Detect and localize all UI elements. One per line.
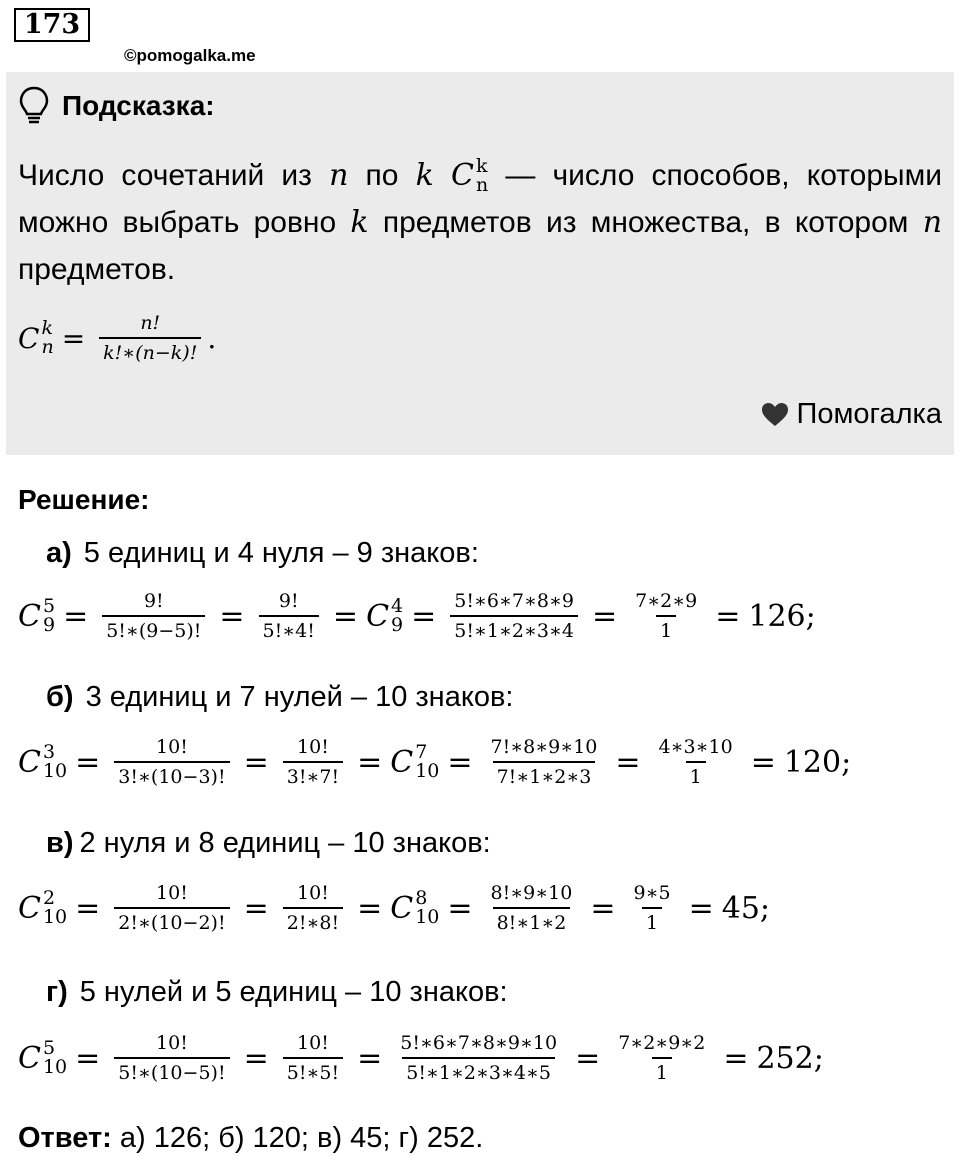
hint-title	[18, 86, 215, 126]
lightbulb-icon	[18, 86, 50, 126]
case-v-label: в) 2 нуля и 8 единиц – 10 знаков:	[46, 827, 491, 859]
case-a-equation: C 5 9 = $\frac{9!}{5!∗(9-5)!}$ = $\frac{9!}{5!∗4!}$ = C 4 9 = $\frac{5!∗6∗7∗8∗9}{5!∗1∗2∗3∗4}$ = $\frac{7∗2∗9}{1}$ = 126;	[18, 590, 816, 642]
hint-formula: C k n = $\frac{n!}{k!∗(n-k)!}$ .	[18, 312, 217, 364]
problem-number: 173	[14, 8, 90, 42]
case-a-label: а) 5 единиц и 4 нуля – 9 знаков:	[46, 537, 479, 569]
copyright: ©pomogalka.me	[124, 46, 256, 65]
hint-text: Число сочетаний из n по k C k n — число способов, которыми можно выбрать ровно k предметов из множества, в котором n предметов.	[18, 152, 942, 293]
heart-icon	[761, 402, 789, 428]
hint-box	[6, 72, 954, 455]
case-g-label: г) 5 нулей и 5 единиц – 10 знаков:	[46, 976, 508, 1008]
combination-symbol: C k n	[450, 154, 489, 196]
case-b-equation: C 3 10 = $\frac{10!}{3!∗(10-3)!}$ = $\frac{10!}{3!∗7!}$ = C 7 10 = $\frac{7!∗8∗9∗10}{7!∗1∗2∗3}$ = $\frac{4∗3∗10}{1}$ = 120;	[18, 736, 852, 788]
brand-text: Помогалка	[796, 398, 942, 430]
case-g-equation: C 5 10 = $\frac{10!}{5!∗(10-5)!}$ = $\frac{10!}{5!∗5!}$ = $\frac{5!∗6∗7∗8∗9∗10}{5!∗1∗2∗3∗4∗5}$ = $\frac{7∗2∗9∗2}{1}$ = 252;	[18, 1032, 824, 1084]
answer: Ответ: а) 126; б) 120; в) 45; г) 252.	[18, 1122, 484, 1154]
brand-label	[761, 398, 942, 431]
case-v-equation: C 2 10 = $\frac{10!}{2!∗(10-2)!}$ = $\frac{10!}{2!∗8!}$ = C 8 10 = $\frac{8!∗9∗10}{8!∗1∗2}$ = $\frac{9∗5}{1}$ = 45;	[18, 882, 771, 934]
hint-title-text: Подсказка:	[62, 90, 215, 121]
solution-title: Решение:	[18, 484, 150, 515]
case-b-label: б) 3 единиц и 7 нулей – 10 знаков:	[46, 681, 514, 713]
